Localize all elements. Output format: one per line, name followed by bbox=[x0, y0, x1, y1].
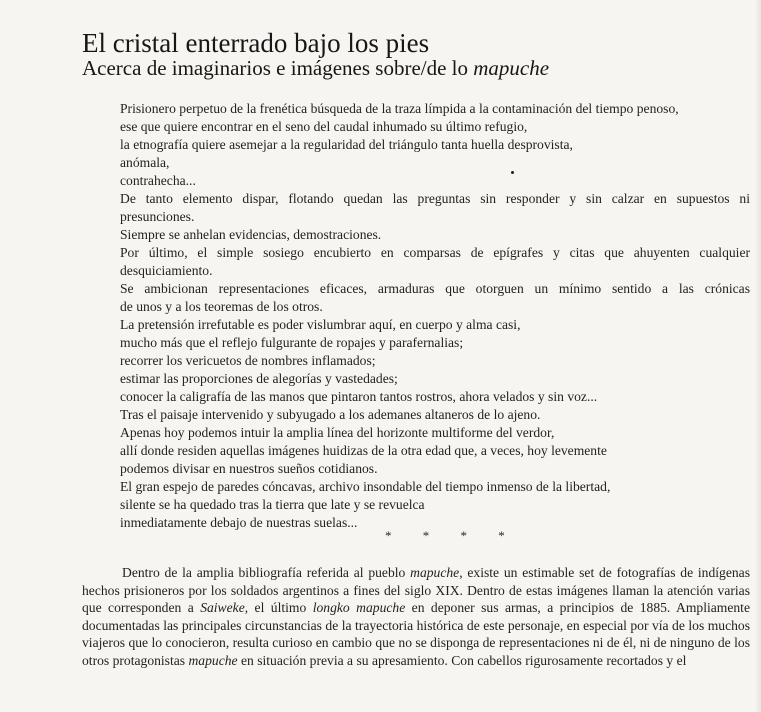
poem-line: Apenas hoy podemos intuir la amplia línea del horizonte multiforme del verdor, bbox=[120, 425, 555, 440]
body-paragraph bbox=[82, 564, 750, 670]
poem-line: podemos divisar en nuestros sueños cotidianos. bbox=[120, 461, 378, 476]
poem-line: De tanto elemento dispar, flotando quedan las preguntas sin responder y sin calzar en supuestos ni bbox=[120, 191, 750, 206]
italic-term: mapuche bbox=[410, 565, 460, 580]
poem-line: anómala, bbox=[120, 155, 170, 170]
italic-term: Saiweke bbox=[200, 600, 245, 616]
poem-line: La pretensión irrefutable es poder vislumbrar aquí, en cuerpo y alma casi, bbox=[120, 317, 521, 332]
poem-line: allí donde residen aquellas imágenes huidizas de la otra edad que, a veces, hoy levemente bbox=[120, 443, 607, 458]
subtitle-italic: mapuche bbox=[473, 56, 550, 80]
poem-line: estimar las proporciones de alegorías y vastedades; bbox=[120, 371, 398, 386]
poem-line: Se ambicionan representaciones eficaces, armaduras que otorguen un mínimo sentido a las crónicas bbox=[120, 281, 750, 296]
poem-line: inmediatamente debajo de nuestras suelas... bbox=[120, 515, 358, 530]
text-segment: en situación previa a su apresamiento. Con cabellos rigurosamente recortados y el bbox=[237, 652, 687, 668]
text-segment: Dentro de la amplia bibliografía referida al pueblo bbox=[122, 565, 411, 580]
poem-line: contrahecha... bbox=[120, 173, 196, 188]
italic-term: mapuche bbox=[188, 652, 238, 668]
poem-line: mucho más que el reflejo fulgurante de ropajes y parafernalias; bbox=[120, 335, 464, 350]
text-segment: , el último bbox=[244, 600, 313, 616]
italic-term: longko mapuche bbox=[312, 600, 406, 616]
poem-line: Siempre se anhelan evidencias, demostraciones. bbox=[120, 227, 382, 242]
text-segment: , existe un estimable set de fotografías de indígenas hechos prisioneros por los soldados argentinos a fines del siglo XIX. Dentro de estas imágenes llaman la atención varias que corresponden a bbox=[82, 565, 750, 616]
poem-line: Tras el paisaje intervenido y subyugado a los ademanes altaneros de lo ajeno. bbox=[120, 407, 541, 422]
paragraph-text bbox=[82, 564, 750, 670]
poem-line: presunciones. bbox=[120, 209, 195, 224]
text-segment: en deponer sus armas, a principios de 1885. Ampliamente documentadas las principales circunstancias de la trayectoria histórica de este personaje, en especial por vía de los muchos viajeros que lo conocieron, resulta curioso en cambio que no se disponga de representaciones ni de él, ni de ninguno de los otros protagonistas bbox=[82, 600, 750, 668]
chapter-subtitle bbox=[82, 56, 549, 80]
poem-line: recorrer los vericuetos de nombres inflamados; bbox=[120, 353, 376, 368]
poem-line: ese que quiere encontrar en el seno del caudal inhumado su último refugio, bbox=[120, 119, 528, 134]
poem-line: Por último, el simple sosiego encubierto en comparsas de epígrafes y citas que ahuyenten cualquier bbox=[120, 245, 750, 260]
poem-line: silente se ha quedado tras la tierra que late y se revuelca bbox=[120, 497, 425, 512]
poem-line: El gran espejo de paredes cóncavas, archivo insondable del tiempo inmenso de la libertad, bbox=[120, 479, 611, 494]
poem-block bbox=[120, 100, 750, 532]
poem-line: Prisionero perpetuo de la frenética búsqueda de la traza límpida a la contaminación del tiempo penoso, bbox=[120, 101, 679, 116]
poem-line: la etnografía quiere asemejar a la regularidad del triángulo tanta huella desprovista, bbox=[120, 137, 573, 152]
poem-line: conocer la caligrafía de las manos que pintaron tantos rostros, ahora velados y sin voz... bbox=[120, 389, 598, 404]
subtitle-text: Acerca de imaginarios e imágenes sobre/de lo bbox=[82, 56, 469, 80]
poem-line: desquiciamiento. bbox=[120, 263, 213, 278]
chapter-title: El cristal enterrado bajo los pies bbox=[82, 28, 430, 58]
section-separator: * * * * bbox=[385, 528, 519, 543]
stray-dot bbox=[511, 171, 514, 174]
poem-line: de unos y a los teoremas de los otros. bbox=[120, 299, 323, 314]
page-edge-shadow bbox=[755, 0, 761, 712]
